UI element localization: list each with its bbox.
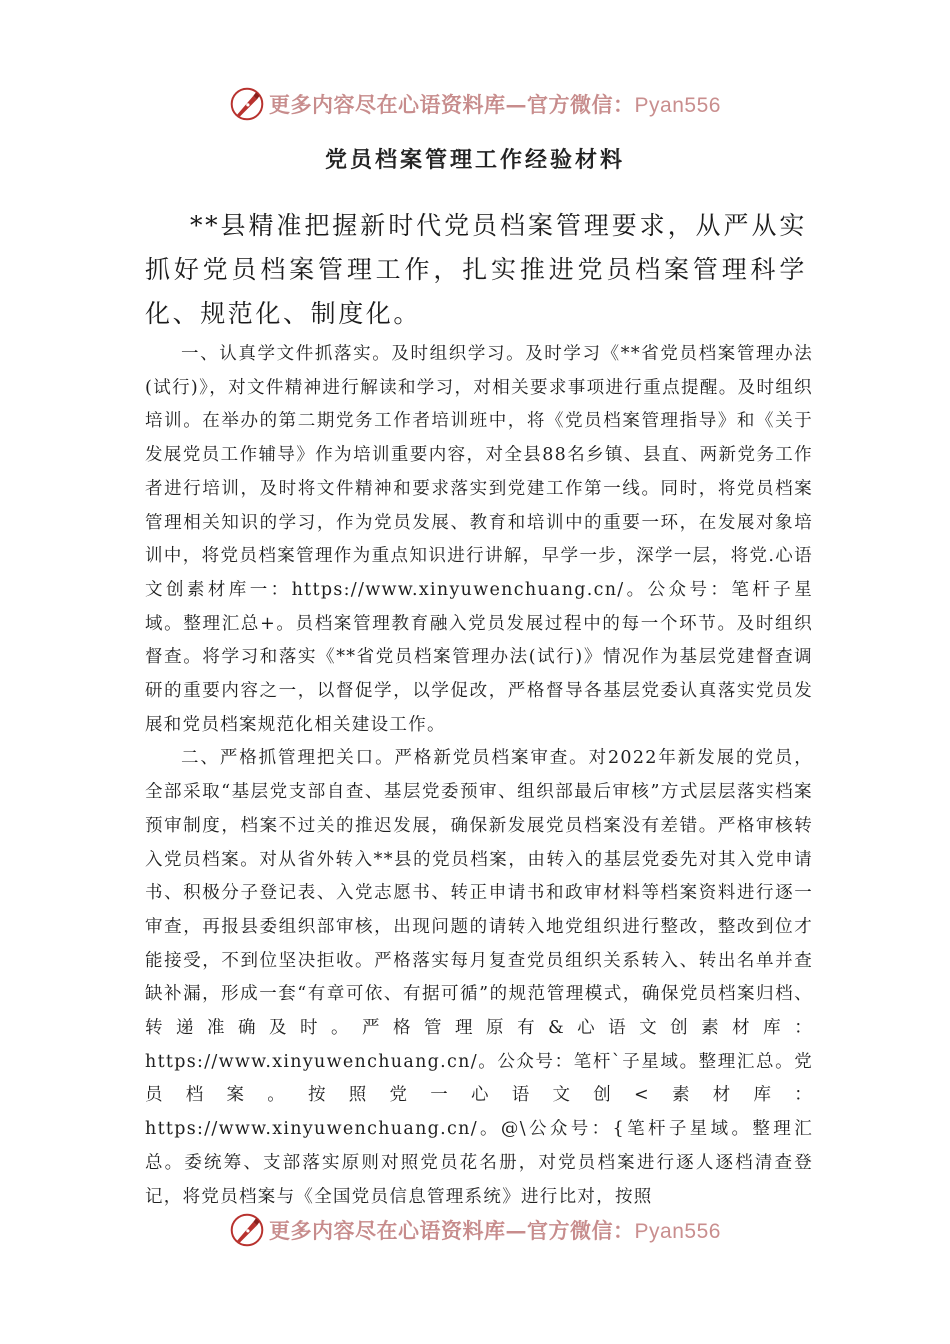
- header-banner: [0, 82, 950, 126]
- document-body: [145, 338, 813, 1214]
- banner-text: 更多内容尽在心语资料库—官方微信：Pyan556: [269, 92, 721, 117]
- paragraph-1: 一、认真学文件抓落实。及时组织学习。及时学习《**省党员档案管理办法(试行)》，对文件精神进行解读和学习，对相关要求事项进行重点提醒。及时组织培训。在举办的第二期党务工作者培训班中，将《党员档案管理指导》和《关于发展党员工作辅导》作为培训重要内容，对全县88名乡镇、县直、两新党务工作者进行培训，及时将文件精神和要求落实到党建工作第一线。同时，将党员档案管理相关知识的学习，作为党员发展、教育和培训中的重要一环，在发展对象培训中，将党员档案管理作为重点知识进行讲解，早学一步，深学一层，将党.心语文创素材库一：https://www.xinyuwenchuang.cn/。公众号：笔杆子星域。整理汇总+。员档案管理教育融入党员发展过程中的每一个环节。及时组织督查。将学习和落实《**省党员档案管理办法(试行)》情况作为基层党建督查调研的重要内容之一，以督促学，以学促改，严格督导各基层党委认真落实党员发展和党员档案规范化相关建设工作。: [145, 344, 813, 735]
- wechat-id: Pyan556: [634, 1220, 721, 1243]
- pen-nib-logo-icon: [229, 1212, 265, 1248]
- paragraph-2: 二、严格抓管理把关口。严格新党员档案审查。对2022年新发展的党员，全部采取“基层党支部自查、基层党委预审、组织部最后审核”方式层层落实档案预审制度，档案不过关的推迟发展，确保新发展党员档案没有差错。严格审核转入党员档案。对从省外转入**县的党员档案，由转入的基层党委先对其入党申请书、积极分子登记表、入党志愿书、转正申请书和政审材料等档案资料进行逐一审查，再报县委组织部审核，出现问题的请转入地党组织进行整改，整改到位才能接受，不到位坚决拒收。严格落实每月复查党员组织关系转入、转出名单并查缺补漏，形成一套“有章可依、有据可循”的规范管理模式，确保党员档案归档、转递准确及时。严格管理原有&心语文创素材库：https://www.xinyuwenchuang.cn/。公众号：笔杆`子星域。整理汇总。党员档案。按照党一心语文创<素材库：https://www.xinyuwenchuang.cn/。@\公众号：{笔杆子星域。整理汇总。委统筹、支部落实原则对照党员花名册，对党员档案进行逐人逐档清查登记，将党员档案与《全国党员信息管理系统》进行比对，按照: [145, 748, 813, 1207]
- lead-paragraph: **县精准把握新时代党员档案管理要求，从严从实抓好党员档案管理工作，扎实推进党员档案管理科学化、规范化、制度化。: [145, 211, 807, 328]
- wechat-id: Pyan556: [634, 94, 721, 117]
- pen-nib-logo-icon: [229, 86, 265, 122]
- banner-text: 更多内容尽在心语资料库—官方微信：Pyan556: [269, 1218, 721, 1243]
- footer-banner: [0, 1208, 950, 1252]
- document-title: 党员档案管理工作经验材料: [324, 147, 625, 173]
